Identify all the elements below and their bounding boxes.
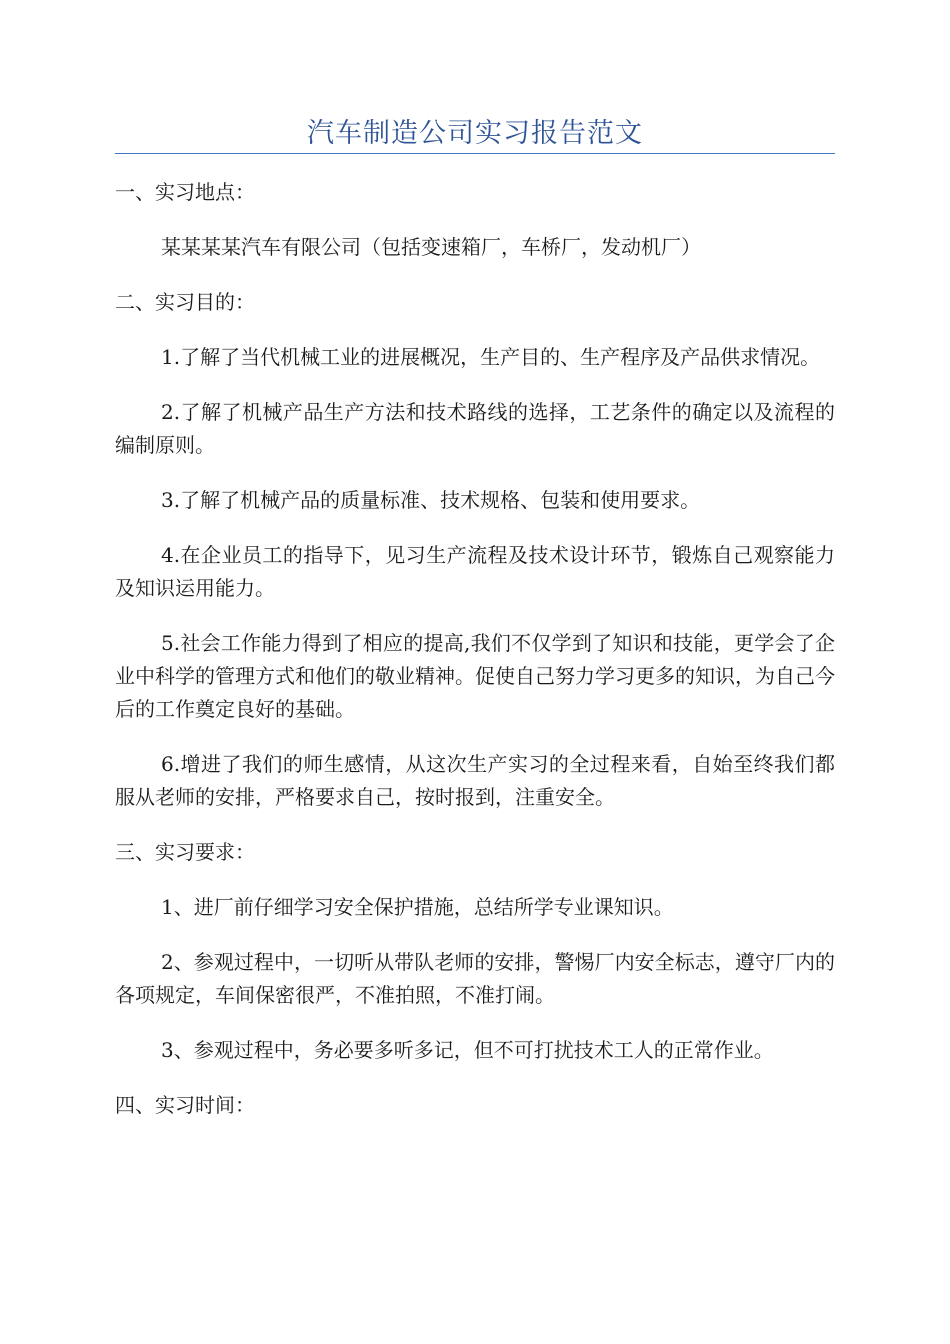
paragraph-requirement-3: 3、参观过程中，务必要多听多记，但不可打扰技术工人的正常作业。 [161,1038,774,1062]
paragraph-purpose-1: 1.了解了当代机械工业的进展概况，生产目的、生产程序及产品供求情况。 [161,345,821,369]
document-body [115,176,835,1144]
paragraph-purpose-5: 5.社会工作能力得到了相应的提高,我们不仅学到了知识和技能，更学会了企业中科学的管理方式和他们的敬业精神。促使自己努力学习更多的知识，为自己今后的工作奠定良好的基础。 [115,631,835,721]
paragraph-purpose-3: 3.了解了机械产品的质量标准、技术规格、包装和使用要求。 [161,488,701,512]
section-heading-requirements: 三、实习要求： [115,840,255,864]
section-heading-purpose: 二、实习目的： [115,290,255,314]
paragraph-requirement-1: 1、进厂前仔细学习安全保护措施，总结所学专业课知识。 [161,895,674,919]
paragraph-purpose-2: 2.了解了机械产品生产方法和技术路线的选择，工艺条件的确定以及流程的编制原则。 [115,400,835,457]
document-title: 汽车制造公司实习报告范文 [307,118,643,149]
section-heading-time: 四、实习时间： [115,1093,255,1117]
title-underline [115,153,835,154]
section-heading-location: 一、实习地点： [115,180,255,204]
paragraph-location: 某某某某汽车有限公司（包括变速箱厂，车桥厂，发动机厂） [161,235,701,259]
paragraph-requirement-2: 2、参观过程中，一切听从带队老师的安排，警惕厂内安全标志，遵守厂内的各项规定，车间保密很严，不准拍照，不准打闹。 [115,950,835,1007]
paragraph-purpose-6: 6.增进了我们的师生感情，从这次生产实习的全过程来看，自始至终我们都服从老师的安排，严格要求自己，按时报到，注重安全。 [115,752,835,809]
paragraph-purpose-4: 4.在企业员工的指导下，见习生产流程及技术设计环节，锻炼自己观察能力及知识运用能力。 [115,543,835,600]
